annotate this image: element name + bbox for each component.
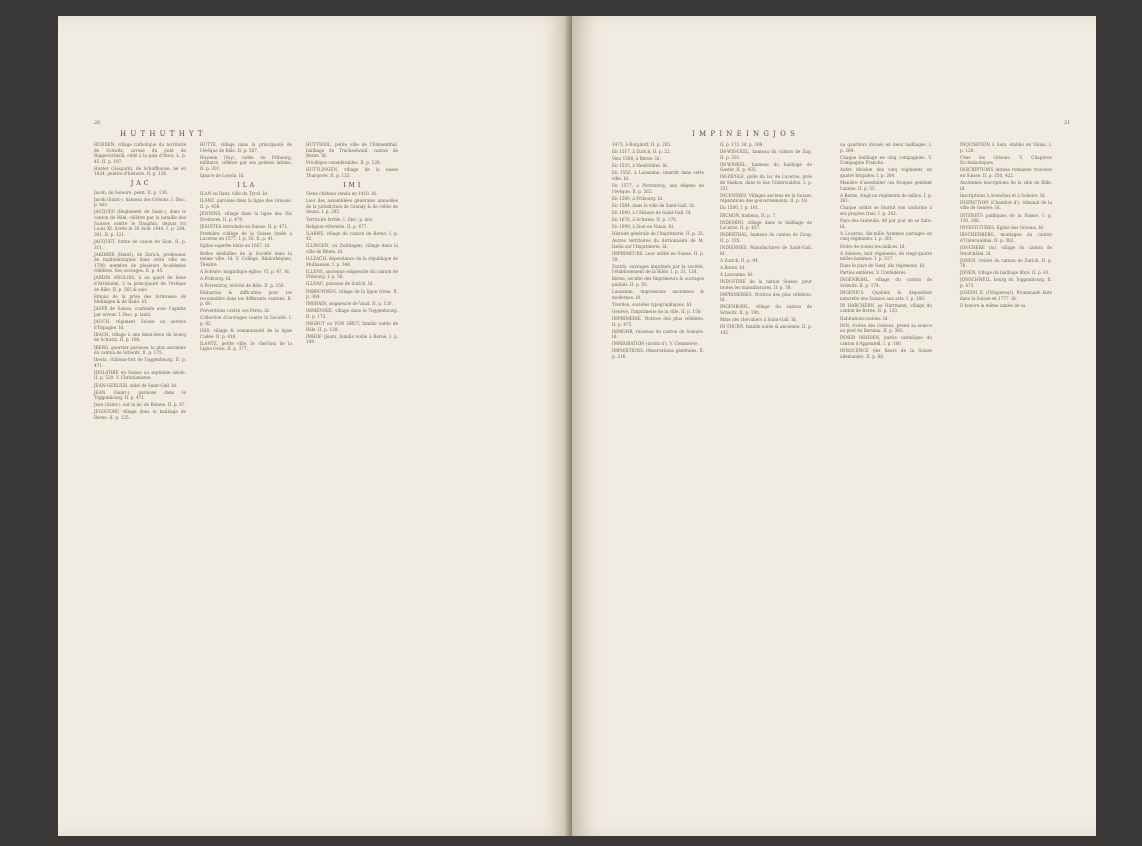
- entry: En 1556, à Lausanne; interdit dans cette ville. Id.: [612, 170, 704, 181]
- entry: ILANTZ, petite ville, le chef-lieu de la Ligue Grise. II. p. 377.: [200, 340, 292, 352]
- entry: INTERETS publiques de la Suisse. I. p. 130, 288.: [960, 212, 1052, 224]
- entry: INGENIUS. Qualités & disposition naturelle des Suisses aux arts. I. p. 180.: [840, 290, 932, 301]
- left-column-1: [94, 142, 186, 422]
- entry: Dans le pays de Vaud, dix régiments. Id.: [840, 263, 926, 269]
- entry: Vers 1500, à Berne. Id.: [612, 156, 661, 162]
- entry: Embarras & difficultés pour les reconnoître dans les différents cantons. II. p. 60.: [200, 290, 292, 307]
- entry: JEAN-GERLIER, abbé de Saint-Gall. Id.: [94, 382, 178, 388]
- entry: IRSCHENBERG, montagne du canton d'Unterwalden. II. p. 383.: [960, 232, 1052, 243]
- entry: Habitations isolées. Id.: [840, 315, 889, 321]
- entry: A Zurich. II. p. 94.: [720, 257, 759, 263]
- entry: Autre division des cinq régiments en quatre brigades. I. p. 284.: [840, 167, 932, 178]
- entry: IMPRIMERIE. Notices des plus célèbres. II. p. 475.: [612, 315, 704, 327]
- entry: INNER RHODEN, partie catholique du canton d'Appenzell. I. p. 180.: [840, 335, 932, 346]
- entry: JONCHERE (la), village du canton de Neufchâtel. Id.: [960, 245, 1052, 256]
- entry: Première collège de la Suisse fondé à Lucerne en 1577. I. p. 56. II. p. 41.: [200, 230, 292, 242]
- right-column-2: [720, 142, 812, 337]
- entry: Vieux château vendu en 1410. Id.: [306, 191, 378, 197]
- left-page: [58, 16, 570, 836]
- entry: En 1580, à Fribourg. Id.: [612, 195, 664, 201]
- entry: INNOCENCE (les fleurs de la Suisse allemande). II. p. 68.: [840, 348, 932, 359]
- left-column-3: [306, 142, 398, 346]
- entry: En 1584, dans la ville de Saint-Gall. Id.: [612, 202, 695, 208]
- entry: ou quartiers divisés en deux bailliages. I. p. 264.: [840, 142, 932, 153]
- entry: Religion réformée. II. p. 477.: [306, 223, 368, 229]
- entry: En 1676, à Schweiz. II. p. 176.: [612, 217, 678, 223]
- entry: Ignace de Loyola. Id.: [200, 172, 245, 178]
- entry: INVESTITURES, Eglise des Grisons. Id.: [960, 225, 1045, 231]
- entry: INQUISITION à Sion, établie en Valais. I. p. 120.: [960, 142, 1052, 153]
- entry: Collection d'ouvrages contre la Société. I. p. 82.: [200, 315, 292, 327]
- entry: IMBRUNNEN, village de la ligue Grise. II. p. 384.: [306, 288, 398, 300]
- entry: INCHON, hameau, II. p. 7.: [720, 212, 777, 218]
- entry: Zurich, ouvrages imprimés par la société, l'établissement de la Bible. I. p. 31, 138.: [612, 263, 704, 275]
- entry: ILLINGEN, ou Zwillingen, village dans la ville de Rhein. Id.: [306, 243, 398, 254]
- entry: JEAN (Saint-), paroisse dans le Toggenbourg. II. p. 471.: [94, 389, 186, 401]
- entry: HURDEN, village catholique du territoire de Schwitz, arrosé du pont de Rapperschwill, cédé à la paix d'Arau. L. p. 45. II. p. 197.: [94, 142, 186, 164]
- entry: Jacob (Saint-), hameau des Grisons. I. Disc. p. lxiv.: [94, 196, 186, 208]
- entry: Privilèges considérables. II. p. 128.: [306, 160, 381, 166]
- entry: Manière d'assembler ces troupes pendant l'année. II. p. 55.: [840, 180, 932, 191]
- entry: IM-WINCKEL, hameau du canton de Zug. II. p. 331.: [720, 149, 812, 160]
- entry: A Soleure, magnifique église. VI. p. 47. Id.: [200, 268, 291, 274]
- entry: JACQUET, forme de canon de Sion. II. p. 311.: [94, 238, 186, 250]
- entry: INSPECTION (Chambre d'), tribunal de la ville de Genève. Id.: [960, 199, 1052, 211]
- entry: JESUITES introduits en Suisse. II. p. 471.: [200, 223, 289, 229]
- entry: INCENDIES. Villages anciens de la Suisse; réparations des gouvernements. II. p. 18.: [720, 192, 812, 204]
- entry: Yverdon, sociétés typographiques. Id.: [612, 301, 693, 307]
- entry: INDIENNES. Manufactures de Saint-Gall. Id.: [720, 245, 812, 256]
- entry: IMGRUT ou VON GRUT, famille noble de Bâle. II. p. 128.: [306, 321, 398, 332]
- entry: ILLENS, ancienne seigneurie du canton de Fribourg. I. p. 58.: [306, 268, 398, 280]
- entry: JACQUES (Reglement de Saint-), dans le canton de Bâle, célèbre par la bataille des Suisses contre le Dauphin, depuis roi Louis XI. livrée le 26 Août 1444. I. p. 264, 361. II. p. 121.: [94, 209, 186, 237]
- entry: Huysem (Vay), noble de Fribourg, militaire, célèbre par ses poésies latines. II. p. 331.: [200, 154, 292, 171]
- entry: A Porrentruy, évêché de Bâle. II. p. 158.: [200, 282, 285, 288]
- entry: IMMOHR, ruisseau du canton de Soleure. Id.: [612, 328, 704, 340]
- section-heading: I L A: [237, 181, 255, 189]
- entry: A Berne. Id.: [720, 264, 746, 270]
- entry: A Berne, vingt-un régiments de milice. I. p. 261.: [840, 192, 932, 204]
- entry: ILLZACH, dépendance de la république de Mulhausen. I. p. 344.: [306, 256, 398, 267]
- entry: ILANZ, paroisse dans la ligue des Grisons. II. p. 459.: [200, 198, 292, 209]
- entry: En 1517, à Zurich. II. p. 22.: [612, 149, 671, 155]
- entry: INN, rivière des Grisons, prend sa source au pied du Bernina. II. p. 363.: [840, 322, 932, 334]
- entry: IMPOSITIONS. Observations générales. II. p. 216.: [612, 348, 704, 359]
- entry: HUTTE, village dans la principauté de l'évêque de Bâle. II. p. 567.: [200, 142, 292, 153]
- entry: INGENBOHL, village du canton de Schwitz. II. p. 174.: [840, 277, 932, 289]
- entry: INSCRIPTIONS latines romaines trouvées en Suisse. II. p. 350, 422.: [960, 167, 1052, 178]
- entry: Belles médailles de la Société dans la même ville. Id. V. Collège, Bibliothèques, Théatre.: [200, 250, 292, 267]
- entry: Inscriptions à Avenches et à Soleure. Id.: [960, 192, 1046, 198]
- entry: Chez les Grisons. V. Chapitres Ecclésiastiques.: [960, 154, 1052, 166]
- left-page-number: 20: [94, 120, 101, 126]
- entry: IMHOF (Jean), famille noble à Berne. I. p. 149.: [306, 333, 398, 345]
- right-column-1: [612, 142, 704, 361]
- left-running-head: H U T H U T H Y T: [120, 130, 204, 138]
- entry: En 1690, à Sion en Valais. Id.: [612, 224, 675, 230]
- right-column-4: [960, 142, 1052, 310]
- entry: ILAN ou Ilanz, ville du Tyrol. Id.: [200, 191, 269, 197]
- entry: En 1577, à Porrentruy, aux dépens de l'évêque. II. p. 562.: [612, 183, 704, 194]
- entry: IM-WINKEL, hameau du bailliage de Gaster. II. p. 432.: [720, 161, 812, 173]
- entry: IBACH, village à une demi-lieue du bourg de Schwitz. II. p. 198.: [94, 331, 186, 343]
- entry: JAKOBER (Henri), de Zurich, professeur de mathématiques dans cette ville en 1700; membre de plusieurs Académies célèbres. Ses ouvrages. II. p. 45.: [94, 251, 186, 274]
- entry: Autres territoires du dictionnaire de M. Iselin sur l'Imprimerie. Id.: [612, 238, 704, 249]
- entry: Parties entières. V. Confédérés.: [840, 270, 907, 276]
- entry: HUTTWEIL, petite ville de l'Emmenthal, bailliage de Trachselwald, canton de Berne. Id.: [306, 142, 398, 159]
- entry: IN-THURN, famille noble & ancienne. II. p. 142.: [720, 324, 812, 335]
- entry: HUTTLINGEN, village de la basse Thurgovie. II. p. 123.: [306, 167, 398, 178]
- entry: En 1580, I. p. 101.: [720, 205, 760, 211]
- entry: JONEN, rivière du canton de Zurich. II. p. 78.: [960, 257, 1052, 269]
- entry: IMPRIMERIES. Notices des plus célèbres. Id.: [720, 291, 812, 303]
- entry: INGENBOHL, village du canton de Schwitz. II. p. 190.: [720, 304, 812, 315]
- right-page: [572, 16, 1096, 836]
- section-heading: I M I: [343, 181, 361, 189]
- entry: Berne, société des Imprimeurs & ouvrages publiés. II. p. 93.: [612, 276, 704, 287]
- entry: A Lausanne. Id.: [720, 271, 754, 277]
- entry: A Fribourg. Id.: [200, 275, 232, 281]
- entry: JARDIN ANGLOIS, à un quart de lieue d'Artisheim, à la principauté de l'évêque de Bâle. II. p. 565 & suiv.: [94, 275, 186, 292]
- entry: IMERAIN, seigneurie de Vaud. II. p. 120.: [306, 301, 393, 307]
- entry: Mme des chevaliers à Saint-Gall. Id.: [720, 317, 797, 323]
- left-column-2: [200, 142, 292, 354]
- entry: Chaque soldat se fournit son uniforme à ses propres frais. I. p. 262.: [840, 205, 932, 217]
- entry: Territoire fertile. I. Disc. p. lxiv.: [306, 216, 373, 222]
- right-running-head: I M P I N E I N G J O S: [692, 130, 796, 138]
- entry: IBERG, guerrier paroisse, la plus ancienne du canton de Schwitz. II. p. 175.: [94, 344, 186, 356]
- entry: ILLNAU, paroisse de Zurich. Id.: [306, 281, 374, 287]
- entry: Anciennes inscriptions de la ville de Bâle. Id.: [960, 180, 1052, 191]
- entry: Histoire générale de l'Imprimerie. II. p. 25.: [612, 231, 705, 237]
- entry: En 1640, à l'Abbaye de Saint-Gall. Id.: [612, 209, 692, 215]
- entry: IMPRIMEURS. Leur utilité en Suisse. II. p. 58.: [612, 251, 704, 262]
- right-page-number: 21: [1064, 120, 1071, 126]
- entry: IDOLATRIE en Suisse au septième siècle. II. p. 520. V. Christianisme.: [94, 369, 186, 381]
- entry: Jean (Saint-), sur la lac de Bienne. II. p. 87.: [94, 402, 186, 408]
- entry: INDUSTRIE de la nation Suisse, pour toutes les manufactures. II. p. 38.: [720, 278, 812, 290]
- entry: Iberia, château-fort de Toggenbourg. II. p. 471.: [94, 357, 186, 368]
- entry: JONEN, village du bailliage libre. II. p. 81.: [960, 270, 1050, 276]
- entry: IM-ZIPGLE, golfe du lac de Lucerne, près de Sisikon, dans le bas Underwalden. I. p. 331.: [720, 174, 812, 191]
- entry: IMMENSEE, village dans le Toggenbourg. II. p. 173.: [306, 308, 398, 319]
- entry: Jacob, de Soleure, peint. II. p. 136.: [94, 189, 169, 195]
- entry: A Soleure, huit régiments, de vingt-quatre milles hommes. I. p. 317.: [840, 250, 932, 262]
- entry: Il honore la même année de sa: [960, 302, 1026, 308]
- entry: JEGISTORF, village dans le bailliage de Berne. II. p. 125.: [94, 409, 186, 421]
- entry: Eglise superbe bâtie en 1667. Id.: [200, 243, 271, 249]
- entry: 1473, à Burgdorf. II. p. 265.: [612, 142, 672, 147]
- entry: JONSCHWEIL, bourg du Toggenbourg. II. p. 473.: [960, 277, 1052, 289]
- entry: ILARNE, village du canton de Berne. I. p. 42.: [306, 230, 398, 242]
- entry: Ennuis de la prise des forteresse de Mellingen & de Bade. Id.: [94, 293, 186, 305]
- entry: JOSEPH II. (l'Empereur), Promenade faite dans la Suisse en 1777. Id.: [960, 290, 1052, 301]
- entry: Ordre de toutes les milices. Id.: [840, 243, 906, 249]
- entry: JENNINS, village dans la ligue des Dix Droitures. II. p. 470.: [200, 210, 292, 222]
- entry: IGIS, village & communauté de la ligue Cadée. II. p. 416.: [200, 328, 292, 339]
- entry: A Lucerne, dix-mille hommes partagés en cinq régiments. I. p. 301.: [840, 230, 932, 242]
- entry: Lausanne, impressions anciennes & modernes. Id.: [612, 289, 704, 300]
- entry: Huster (Gaspard), de Schaffhouse, né en 1624, peintre d'histoire. II. p. 136.: [94, 165, 186, 177]
- entry: IMMIGRATION (droits d'). V. Commerce.: [612, 341, 699, 347]
- entry: INDEMINI, village dans le bailliage de Locarno. II. p. 437.: [720, 219, 812, 231]
- entry: Genève, l'imprimerie de la ville. II. p. 158.: [612, 308, 702, 314]
- section-heading: J A C: [130, 180, 150, 188]
- entry: Chaque bailliage en cinq compagnies. V. Compagnie Franche.: [840, 154, 932, 166]
- entry: Préventions contre ces Pères. Id.: [200, 308, 270, 314]
- entry: En 1535, à Neufchâtel. Id.: [612, 163, 668, 169]
- entry: II. p. 172. Id. p. 306.: [720, 142, 764, 147]
- entry: INDERTHAL, hameau du canton de Zoug. II. p. 335.: [720, 232, 812, 243]
- entry: JAUCH, régiment Suisse au service d'Espagne. Id.: [94, 319, 186, 330]
- entry: JASPÉ de Saisse, confondu avec l'agathe par erreur. I. Disc. p. lxxiii.: [94, 306, 186, 318]
- entry: Lieu des assemblées générales annuelles de la jurisdiction de Grandy & de celles de Seuza. I. p. 285.: [306, 198, 398, 215]
- entry: IN HARCHERN, au Hartmann, village du canton de Berne. II. p. 133.: [840, 302, 932, 314]
- entry: Pays des fauteuils, 48 par jour de se faire. Id.: [840, 218, 932, 229]
- right-column-3: [840, 142, 932, 361]
